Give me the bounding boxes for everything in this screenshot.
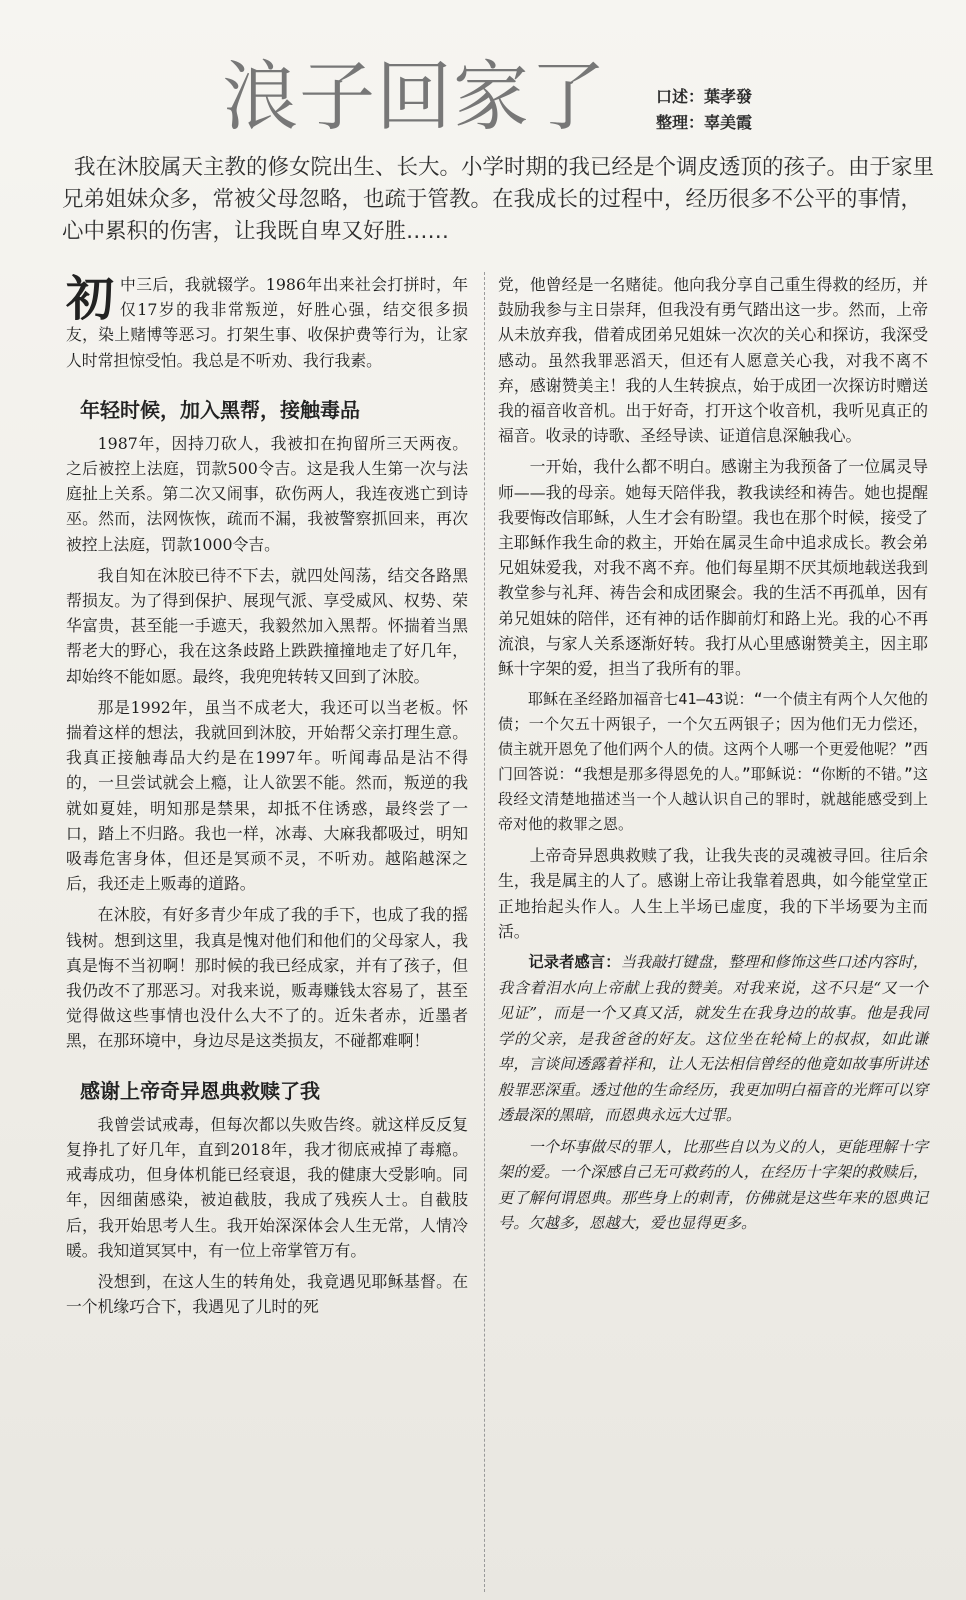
paragraph: 一开始，我什么都不明白。感谢主为我预备了一位属灵导师——我的母亲。她每天陪伴我，教我读经和祷告。她也提醒我要悔改信耶稣，人生才会有盼望。我也在那个时候，接受了主耶稣作我生命的救主，开始在属灵生命中追求成长。教会弟兄姐妹爱我，对我不离不弃。他们每星期不厌其烦地载送我到教堂参与礼拜、祷告会和成团聚会。我的生活不再孤单，因有弟兄姐妹的陪伴，还有神的话作脚前灯和路上光。我的心不再流浪，与家人关系逐渐好转。我打从心里感谢赞美主，因主耶稣十字架的爱，担当了我所有的罪。: [498, 457, 928, 679]
drop-cap: 初: [66, 271, 115, 327]
byline: [656, 84, 752, 136]
paragraph: 上帝奇异恩典救赎了我，让我失丧的灵魂被寻回。往后余生，我是属主的人了。感谢上帝让我靠着恩典，如今能堂堂正正地抬起头作人。人生上半场已虚度，我的下半场要为主而活。: [498, 846, 928, 941]
paragraph: 那是1992年，虽当不成老大，我还可以当老板。怀揣着这样的想法，我就回到沐胶，开始帮父亲打理生意。我真正接触毒品大约是在1997年。听闻毒品是沾不得的，一旦尝试就会上瘾，让人欲罢不能。然而，叛逆的我就如夏娃，明知那是禁果，却抵不住诱惑，最终尝了一口，踏上不归路。我也一样，冰毒、大麻我都吸过，明知吸毒危害身体，但还是冥顽不灵，不听劝。越陷越深之后，我还走上贩毒的道路。: [66, 697, 468, 894]
paragraph: 在沐胶，有好多青少年成了我的手下，也成了我的摇钱树。想到这里，我真是愧对他们和他们的父母家人，我真是悔不当初啊！那时候的我已经成家，并有了孩子，但我仍改不了那恶习。对我来说，贩毒赚钱太容易了，甚至觉得做这些事情也没什么大不了的。近朱者赤，近墨者黑，在那环境中，身边尽是这类损友，不碰都难啊！: [66, 905, 468, 1051]
paragraph: 我自知在沐胶已待不下去，就四处闯荡，结交各路黑帮损友。为了得到保护、展现气派、享受威风、权势、荣华富贵，甚至能一手遮天，我毅然加入黑帮。怀揣着当黑帮老大的野心，我在这条歧路上跌跌撞撞地走了好几年，却始终不能如愿。最终，我兜兜转转又回到了沐胶。: [66, 565, 468, 686]
narrator-credit: 口述：葉孝發: [656, 87, 753, 106]
recorder-note-text: 当我敲打键盘，整理和修饰这些口述内容时，我含着泪水向上帝献上我的赞美。对我来说，这不只是“又一个见证”，而是一个又真又活，就发生在我身边的故事。他是我同学的父亲，是我爸爸的好友。这位坐在轮椅上的叔叔，如此谦卑，言谈间透露着祥和，让人无法相信曾经的他竟如故事所讲述般罪恶深重。透过他的生命经历，我更加明白福音的光辉可以穿透最深的黑暗，而恩典永远大过罪。: [498, 953, 929, 1125]
article-title: 浪子回家了: [222, 52, 607, 141]
column-divider: [484, 272, 485, 1592]
recorder-note: [498, 950, 928, 1129]
paragraph: [66, 272, 468, 373]
paragraph: 党，他曾经是一名赌徒。他向我分享自己重生得救的经历，并鼓励我参与主日崇拜，但我没有勇气踏出这一步。然而，上帝从未放弃我，借着成团弟兄姐妹一次次的关心和探访，我深受感动。虽然我罪恶滔天，但还有人愿意关心我，对我不离不弃，感谢赞美主！我的人生转捩点，始于成团一次探访时赠送我的福音收音机。出于好奇，打开这个收音机，我听见真正的福音。收录的诗歌、圣经导读、证道信息深触我心。: [498, 275, 928, 446]
left-column: [66, 272, 468, 1325]
section-heading: 感谢上帝奇异恩典救赎了我: [80, 1078, 320, 1103]
article-intro: 我在沐胶属天主教的修女院出生、长大。小学时期的我已经是个调皮透顶的孩子。由于家里兄弟姐妹众多，常被父母忽略，也疏于管教。在我成长的过程中，经历很多不公平的事情，心中累积的伤害，让我既自卑又好胜……: [62, 155, 935, 244]
paragraph: 我曾尝试戒毒，但每次都以失败告终。就这样反反复复挣扎了好几年，直到2018年，我才彻底戒掉了毒瘾。戒毒成功，但身体机能已经衰退，我的健康大受影响。同年，因细菌感染，被迫截肢，我成了残疾人士。自截肢后，我开始思考人生。我开始深深体会人生无常，人情冷暖。我知道冥冥中，有一位上帝掌管万有。: [66, 1114, 468, 1260]
closing-paragraph: 一个坏事做尽的罪人，比那些自以为义的人，更能理解十字架的爱。一个深感自己无可救药的人，在经历十字架的救赎后，更了解何谓恩典。那些身上的刺青，仿佛就是这些年来的恩典记号。欠越多，恩越大，爱也显得更多。: [498, 1137, 928, 1233]
scripture-quote: 耶稣在圣经路加福音七41–43说：“一个债主有两个人欠他的债；一个欠五十两银子，一个欠五两银子；因为他们无力偿还，债主就开恩免了他们两个人的债。这两个人哪一个更爱他呢？”西门回答说：“我想是那多得恩免的人。”耶稣说：“你断的不错。”这段经文清楚地描述当一个人越认识自己的罪时，就越能感受到上帝对他的救罪之恩。: [498, 690, 928, 834]
recorder-note-label: 记录者感言：: [528, 953, 621, 972]
section-heading: 年轻时候，加入黑帮，接触毒品: [80, 397, 360, 422]
paragraph-text: 中三后，我就辍学。1986年出来社会打拼时，年仅17岁的我非常叛逆，好胜心强，结交很多损友，染上赌博等恶习。打架生事、收保护费等行为，让家人时常担惊受怕。我总是不听劝、我行我素。: [66, 275, 468, 370]
editor-credit: 整理：辜美霞: [656, 113, 753, 132]
paragraph: 1987年，因持刀砍人，我被扣在拘留所三天两夜。之后被控上法庭，罚款500令吉。这是我人生第一次与法庭扯上关系。第二次又闹事，砍伤两人，我连夜逃亡到诗巫。然而，法网恢恢，疏而不漏，我被警察抓回来，再次被控上法庭，罚款1000令吉。: [66, 433, 468, 554]
right-column: [498, 272, 928, 1243]
paragraph: 没想到，在这人生的转角处，我竟遇见耶稣基督。在一个机缘巧合下，我遇见了儿时的死: [66, 1271, 468, 1317]
